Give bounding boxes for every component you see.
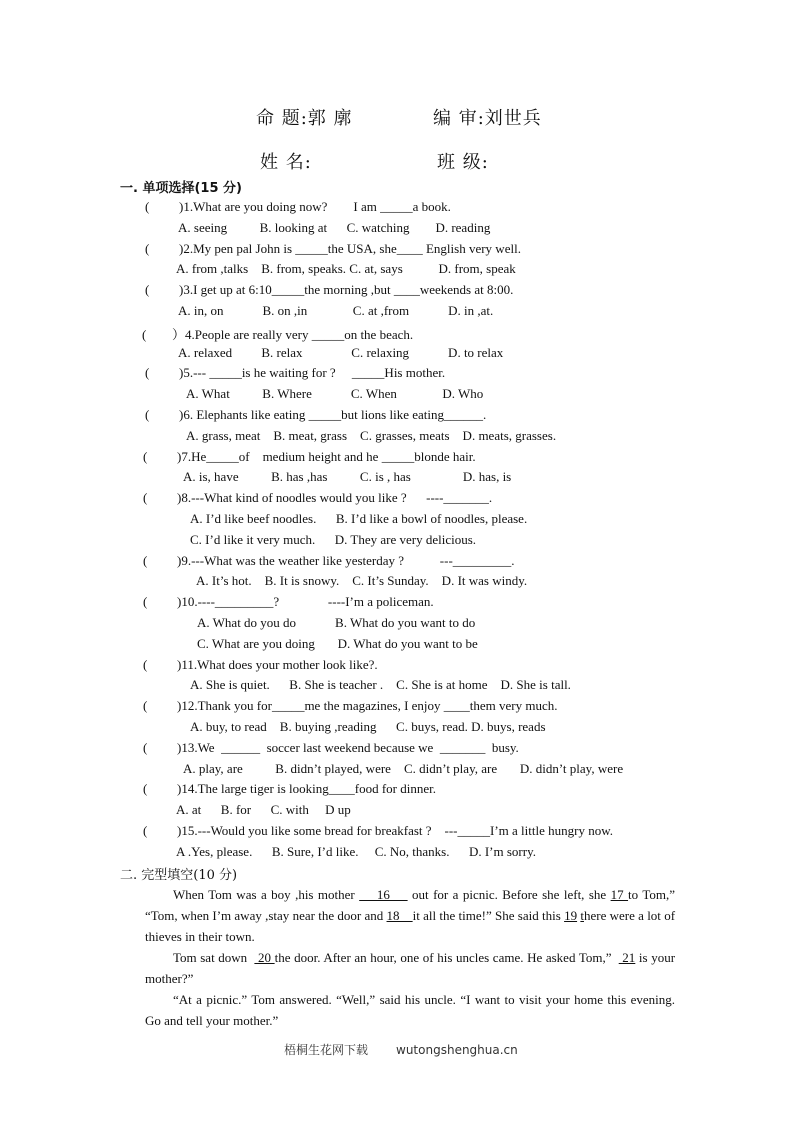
question-10-options-1: A. What do you do B. What do you want to do [197,615,476,630]
blank-20[interactable]: 20 [254,950,275,965]
question-text: )9.---What was the weather like yesterday ? ---_________. [177,553,515,568]
question-text: ）4.People are really very _____on the beach. [172,327,414,342]
answer-paren[interactable]: ( [143,490,148,505]
question-13-options: A. play, are B. didn’t played, were C. didn’t play, are D. didn’t play, were [183,761,624,776]
question-11-options: A. She is quiet. B. She is teacher . C. She is at home D. She is tall. [190,677,571,692]
question-12-options: A. buy, to read B. buying ,reading C. buys, read. D. buys, reads [190,719,546,734]
question-14-options: A. at B. for C. with D up [176,802,351,817]
answer-paren[interactable]: ( [145,407,150,422]
answer-paren[interactable]: ( [143,740,148,755]
section2-title: 二. 完型填空(10 分) [120,868,238,883]
answer-paren[interactable]: ( [145,365,150,380]
question-8-options-1: A. I’d like beef noodles. B. I’d like a bowl of noodles, please. [190,511,528,526]
question-text: )5.--- _____is he waiting for ? _____His mother. [179,365,446,380]
blank-19[interactable]: 19 [564,908,578,923]
question-6-options: A. grass, meat B. meat, grass C. grasses, meats D. meats, grasses. [186,428,557,443]
question-9-options: A. It’s hot. B. It is snowy. C. It’s Sunday. D. It was windy. [196,573,528,588]
answer-paren[interactable]: ( [143,657,148,672]
answer-paren[interactable]: ( [143,553,148,568]
question-13 [143,740,519,756]
question-14 [143,781,436,797]
question-7 [143,449,476,465]
question-6 [145,407,486,423]
question-1-options: A. seeing B. looking at C. watching D. reading [178,220,491,235]
question-5-options: A. What B. Where C. When D. Who [186,386,484,401]
answer-paren[interactable]: ( [143,698,148,713]
answer-paren[interactable]: ( [145,241,150,256]
question-12 [143,698,558,714]
question-11 [143,657,378,673]
cloze-paragraph-1: When Tom was a boy ,his mother 16 out for a picnic. Before she left, she 17 to Tom,” “Tom, when I’m away ,stay near the door and 18 it all the time!” She said this 19 there were a lot of thieves in their town. [145,887,676,944]
question-8 [143,490,492,506]
cloze-paragraph-3: “At a picnic.” Tom answered. “Well,” said his uncle. “I want to visit your home this evening. Go and tell your mother.” [145,992,675,1028]
question-4-options: A. relaxed B. relax C. relaxing D. to relax [178,345,504,360]
answer-paren[interactable]: ( [145,199,150,214]
blank-17[interactable]: 17 [610,887,629,902]
question-text: )3.I get up at 6:10_____the morning ,but ____weekends at 8:00. [179,282,514,297]
footer [284,1041,518,1058]
answer-paren[interactable]: ( [142,327,147,342]
answer-paren[interactable]: ( [143,594,148,609]
cloze-paragraph-2: Tom sat down 20 the door. After an hour, one of his uncles came. He asked Tom,” 21 is your mother?” [145,950,676,986]
question-8-options-2: C. I’d like it very much. D. They are very delicious. [190,532,477,547]
question-text: )13.We ______ soccer last weekend because we _______ busy. [177,740,519,755]
question-text: )1.What are you doing now? I am _____a book. [179,199,451,214]
question-1 [145,199,451,215]
answer-paren[interactable]: ( [143,449,148,464]
question-text: )14.The large tiger is looking____food for dinner. [177,781,436,796]
blank-16[interactable]: 16 [359,887,408,902]
question-15 [143,823,613,839]
footer-site-name: 梧桐生花网下载 [284,1043,369,1057]
question-text: )7.He_____of medium height and he _____blonde hair. [177,449,476,464]
question-2 [145,241,521,257]
class-label: 班 级: [437,152,489,173]
question-7-options: A. is, have B. has ,has C. is , has D. has, is [183,469,512,484]
reviewer-label: 编 审:刘世兵 [433,108,542,129]
question-text: )2.My pen pal John is _____the USA, she____ English very well. [179,241,521,256]
author-label: 命 题:郭 廓 [256,108,353,129]
section1-title: 一. 单项选择(15 分) [120,181,242,196]
question-text: )6. Elephants like eating _____but lions like eating______. [179,407,487,422]
question-4 [142,324,413,343]
question-15-options: A .Yes, please. B. Sure, I’d like. C. No, thanks. D. I’m sorry. [176,844,537,859]
question-3-options: A. in, on B. on ,in C. at ,from D. in ,at. [178,303,494,318]
question-text: )8.---What kind of noodles would you like ? ----_______. [177,490,493,505]
question-10 [143,594,434,610]
answer-paren[interactable]: ( [145,282,150,297]
question-3 [145,282,513,298]
blank-18[interactable]: 18 [386,908,413,923]
question-text: )10.----_________? ----I’m a policeman. [177,594,434,609]
answer-paren[interactable]: ( [143,781,148,796]
question-text: )11.What does your mother look like?. [177,657,378,672]
name-label: 姓 名: [260,152,312,173]
question-2-options: A. from ,talks B. from, speaks. C. at, says D. from, speak [176,261,516,276]
question-10-options-2: C. What are you doing D. What do you want to be [197,636,478,651]
question-text: )12.Thank you for_____me the magazines, I enjoy ____them very much. [177,698,558,713]
blank-21[interactable]: 21 [618,950,636,965]
question-9 [143,553,515,569]
answer-paren[interactable]: ( [143,823,148,838]
question-5 [145,365,445,381]
footer-site-url[interactable]: wutongshenghua.cn [396,1043,518,1057]
question-text: )15.---Would you like some bread for breakfast ? ---_____I’m a little hungry now. [177,823,614,838]
